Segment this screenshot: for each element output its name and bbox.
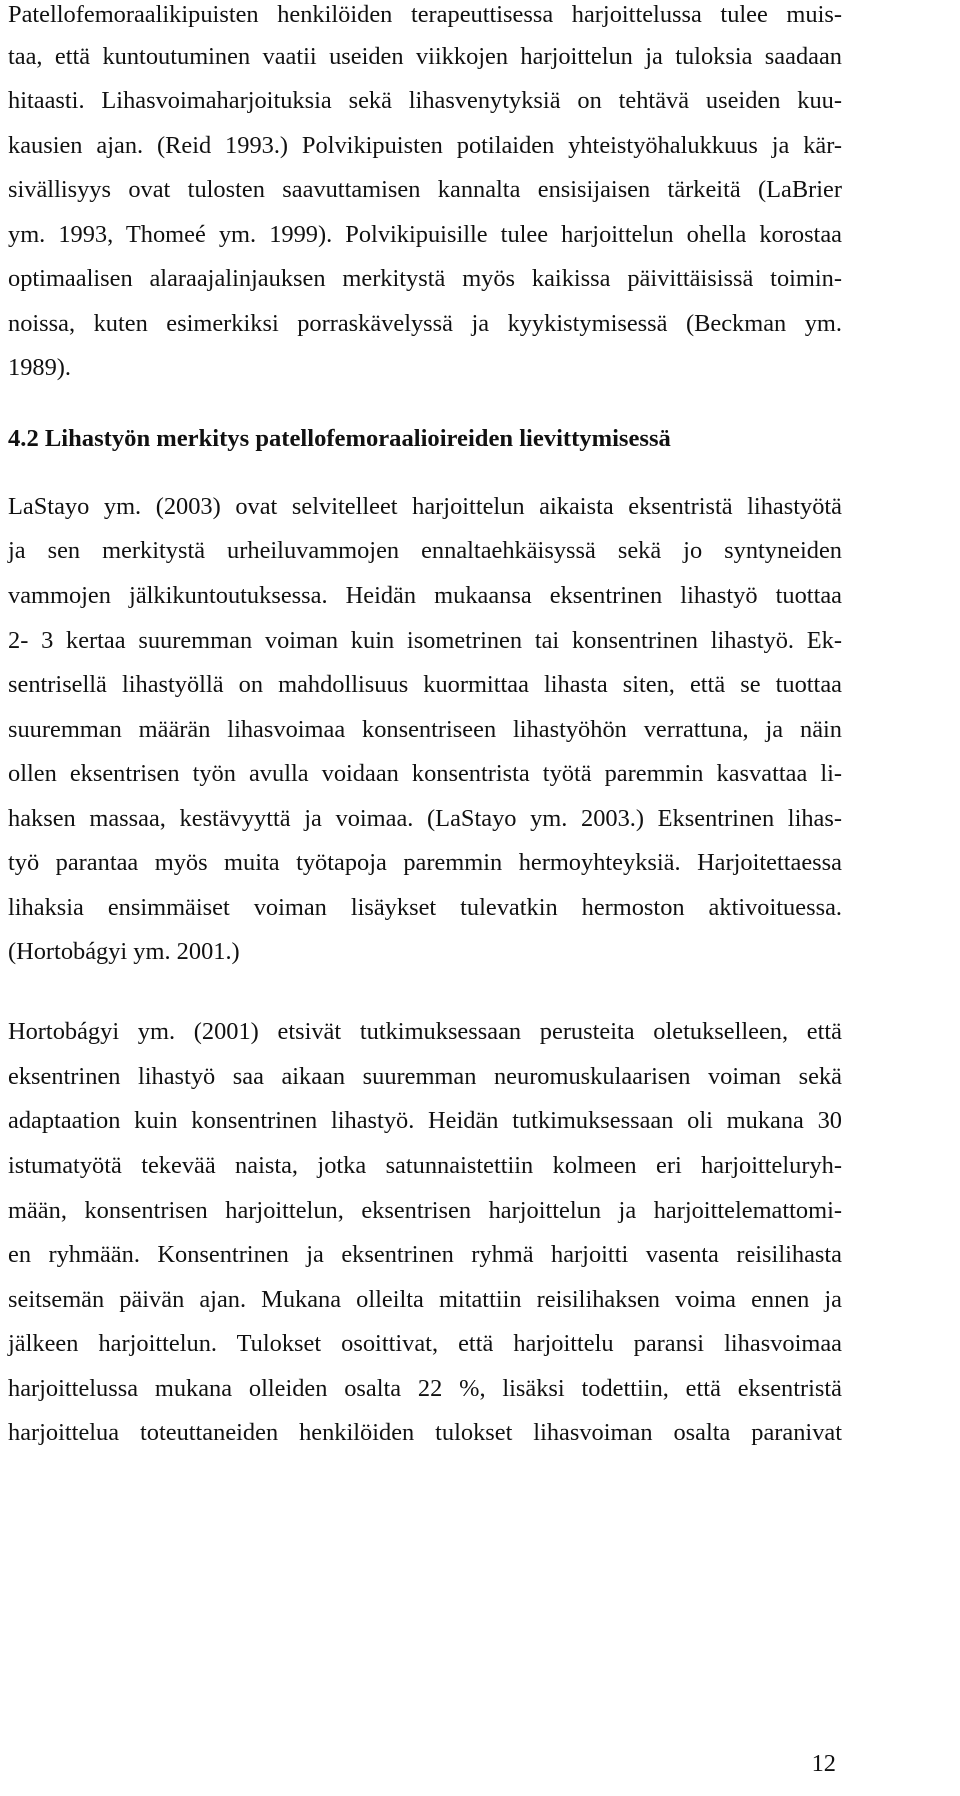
text-line: LaStayo ym. (2003) ovat selvitelleet harjoittelun aikaista eksentristä lihastyötä xyxy=(8,493,842,520)
text-line: kausien ajan. (Reid 1993.) Polvikipuisten potilaiden yhteistyöhalukkuus ja kär- xyxy=(8,132,842,159)
text-line: ym. 1993, Thomeé ym. 1999). Polvikipuisille tulee harjoittelun ohella korostaa xyxy=(8,221,842,248)
text-line: Hortobágyi ym. (2001) etsivät tutkimuksessaan perusteita oletukselleen, että xyxy=(8,1018,842,1045)
text-line: mään, konsentrisen harjoittelun, eksentrisen harjoittelun ja harjoittelemattomi- xyxy=(8,1197,842,1224)
text-line: ollen eksentrisen työn avulla voidaan konsentrista työtä paremmin kasvattaa li- xyxy=(8,760,842,787)
text-line: sivällisyys ovat tulosten saavuttamisen kannalta ensisijaisen tärkeitä (LaBrier xyxy=(8,176,842,203)
text-line: eksentrinen lihastyö saa aikaan suuremman neuromuskulaarisen voiman sekä xyxy=(8,1063,842,1090)
text-line: 2- 3 kertaa suuremman voiman kuin isometrinen tai konsentrinen lihastyö. Ek- xyxy=(8,627,842,654)
text-line: en ryhmään. Konsentrinen ja eksentrinen ryhmä harjoitti vasenta reisilihasta xyxy=(8,1241,842,1268)
text-line: haksen massaa, kestävyyttä ja voimaa. (LaStayo ym. 2003.) Eksentrinen lihas- xyxy=(8,805,842,832)
text-line: adaptaation kuin konsentrinen lihastyö. Heidän tutkimuksessaan oli mukana 30 xyxy=(8,1107,842,1134)
section-heading: 4.2 Lihastyön merkitys patellofemoraalioireiden lievittymisessä xyxy=(8,425,671,452)
text-line: harjoittelua toteuttaneiden henkilöiden tulokset lihasvoiman osalta paranivat xyxy=(8,1419,842,1446)
text-line: taa, että kuntoutuminen vaatii useiden viikkojen harjoittelun ja tuloksia saadaan xyxy=(8,43,842,70)
text-line: optimaalisen alaraajalinjauksen merkitystä myös kaikissa päivittäisissä toimin- xyxy=(8,265,842,292)
text-line: ja sen merkitystä urheiluvammojen ennaltaehkäisyssä sekä jo syntyneiden xyxy=(8,537,842,564)
text-line: (Hortobágyi ym. 2001.) xyxy=(8,938,240,965)
text-line: 1989). xyxy=(8,354,72,381)
text-line: harjoittelussa mukana olleiden osalta 22 %, lisäksi todettiin, että eksentristä xyxy=(8,1375,842,1402)
text-line: hitaasti. Lihasvoimaharjoituksia sekä lihasvenytyksiä on tehtävä useiden kuu- xyxy=(8,87,842,114)
page-number: 12 xyxy=(811,1750,836,1777)
text-line: sentrisellä lihastyöllä on mahdollisuus kuormittaa lihasta siten, että se tuottaa xyxy=(8,671,842,698)
text-line: suuremman määrän lihasvoimaa konsentriseen lihastyöhön verrattuna, ja näin xyxy=(8,716,842,743)
text-line: noissa, kuten esimerkiksi porraskävelyssä ja kyykistymisessä (Beckman ym. xyxy=(8,310,842,337)
text-line: vammojen jälkikuntoutuksessa. Heidän mukaansa eksentrinen lihastyö tuottaa xyxy=(8,582,842,609)
text-line: lihaksia ensimmäiset voiman lisäykset tulevatkin hermoston aktivoituessa. xyxy=(8,894,842,921)
text-line: Patellofemoraalikipuisten henkilöiden terapeuttisessa harjoittelussa tulee muis- xyxy=(8,1,842,28)
text-line: työ parantaa myös muita työtapoja paremmin hermoyhteyksiä. Harjoitettaessa xyxy=(8,849,842,876)
text-line: jälkeen harjoittelun. Tulokset osoittivat, että harjoittelu paransi lihasvoimaa xyxy=(8,1330,842,1357)
text-line: seitsemän päivän ajan. Mukana olleilta mitattiin reisilihaksen voima ennen ja xyxy=(8,1286,842,1313)
text-line: istumatyötä tekevää naista, jotka satunnaistettiin kolmeen eri harjoitteluryh- xyxy=(8,1152,842,1179)
